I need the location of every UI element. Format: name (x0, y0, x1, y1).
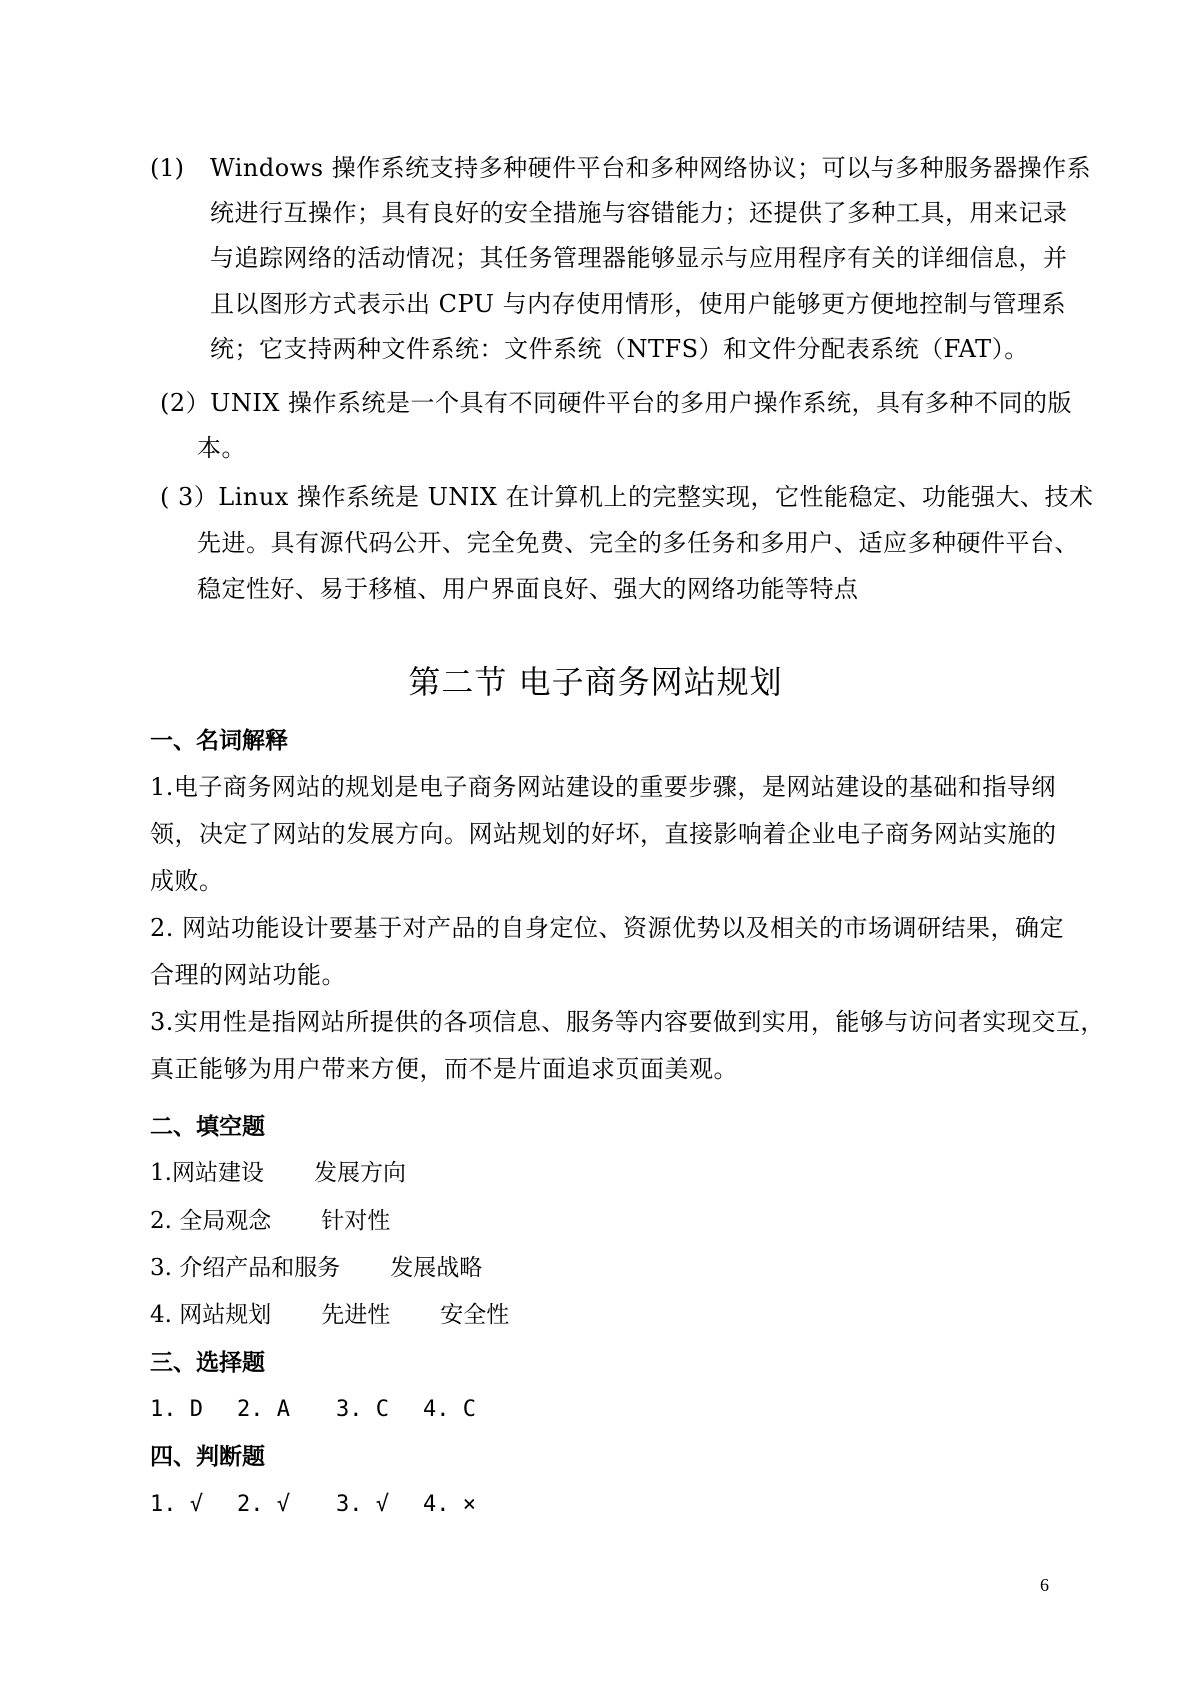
list-item-line: 且以图形方式表示出 CPU 与内存使用情形，使用户能够更方便地控制与管理系 (210, 290, 1067, 318)
heading-fill: 二、填空题 (150, 1114, 265, 1140)
heading-terms: 一、名词解释 (150, 728, 288, 754)
term-line: 领，决定了网站的发展方向。网站规划的好坏，直接影响着企业电子商务网站实施的 (150, 820, 1057, 848)
list-item-line: 统进行互操作；具有良好的安全措施与容错能力；还提供了多种工具，用来记录 (210, 199, 1068, 227)
section-title: 第二节 电子商务网站规划 (408, 663, 783, 701)
choice-answer: 3. C (335, 1397, 389, 1422)
choice-answer-row (150, 1395, 476, 1425)
choice-answer: 2. A (236, 1397, 290, 1422)
fill-answer: 3. 介绍产品和服务 (150, 1255, 341, 1281)
list-item-line: 统；它支持两种文件系统：文件系统（NTFS）和文件分配表系统（FAT）。 (210, 335, 1029, 363)
list-item-marker: (1) (150, 154, 184, 182)
list-item-line: ( 3）Linux 操作系统是 UNIX 在计算机上的完整实现，它性能稳定、功能强大、技术 (160, 483, 1094, 511)
heading-judge: 四、判断题 (150, 1444, 265, 1470)
judge-answer: 2. √ (236, 1492, 290, 1517)
fill-answer: 针对性 (321, 1208, 391, 1234)
fill-answer-row (150, 1158, 406, 1188)
term-line: 1.电子商务网站的规划是电子商务网站建设的重要步骤，是网站建设的基础和指导纲 (150, 773, 1056, 801)
choice-answer: 1. D (150, 1397, 203, 1422)
page-number: 6 (1040, 1575, 1049, 1595)
fill-answer-row (150, 1253, 482, 1283)
list-item-line: 稳定性好、易于移植、用户界面良好、强大的网络功能等特点 (197, 575, 859, 603)
fill-answer-row (150, 1206, 390, 1236)
choice-answer: 4. C (422, 1397, 476, 1422)
term-line: 成败。 (150, 867, 224, 895)
term-line: 真正能够为用户带来方便，而不是片面追求页面美观。 (150, 1055, 738, 1083)
fill-answer: 4. 网站规划 (150, 1302, 272, 1328)
judge-answer: 3. √ (335, 1492, 389, 1517)
judge-answer: 1. √ (150, 1492, 203, 1517)
term-line: 合理的网站功能。 (150, 961, 346, 989)
list-item-line: (2）UNIX 操作系统是一个具有不同硬件平台的多用户操作系统，具有多种不同的版 (160, 389, 1073, 417)
term-line: 2. 网站功能设计要基于对产品的自身定位、资源优势以及相关的市场调研结果，确定 (150, 914, 1065, 942)
fill-answer-row (150, 1300, 509, 1330)
fill-answer: 发展方向 (313, 1160, 406, 1186)
fill-answer: 2. 全局观念 (150, 1208, 272, 1234)
fill-answer: 1.网站建设 (150, 1160, 264, 1186)
term-line: 3.实用性是指网站所提供的各项信息、服务等内容要做到实用，能够与访问者实现交互， (150, 1008, 1105, 1036)
fill-answer: 发展战略 (390, 1255, 483, 1281)
fill-answer: 安全性 (440, 1302, 510, 1328)
list-item-line: 与追踪网络的活动情况；其任务管理器能够显示与应用程序有关的详细信息，并 (210, 244, 1068, 272)
heading-choice: 三、选择题 (150, 1350, 265, 1376)
judge-answer: 4. × (422, 1492, 476, 1517)
list-item-line: 本。 (197, 434, 246, 462)
list-item-line: Windows 操作系统支持多种硬件平台和多种网络协议；可以与多种服务器操作系 (210, 154, 1092, 182)
list-item-line: 先进。具有源代码公开、完全免费、完全的多任务和多用户、适应多种硬件平台、 (197, 529, 1079, 557)
fill-answer: 先进性 (321, 1302, 391, 1328)
judge-answer-row (150, 1490, 476, 1520)
